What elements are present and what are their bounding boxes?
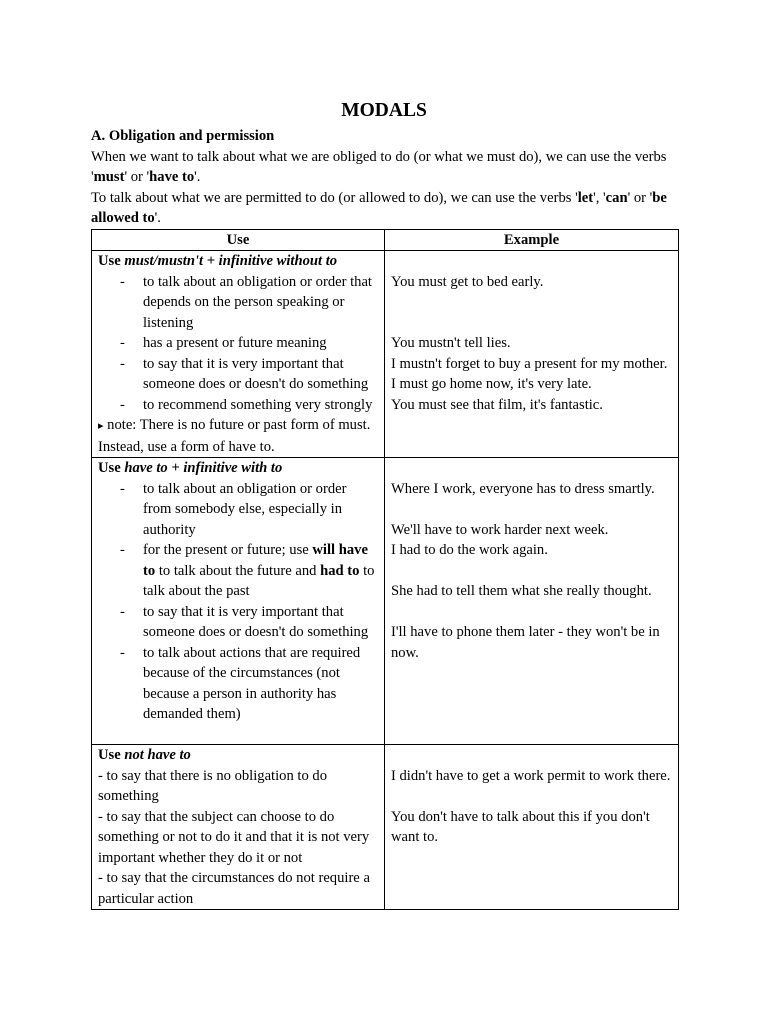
intro-paragraph-1: When we want to talk about what we are obliged to do (or what we must do), we can use the verbs 'must' or 'have to'. [91, 148, 667, 185]
row-heading-have-to: Use have to + infinitive with to [98, 460, 283, 476]
list-item: - to recommend something very strongly [98, 395, 378, 416]
list-item: - for the present or future; use will have to to talk about the future and had to to talk about the past [98, 540, 378, 602]
list-item: - to say that there is no obligation to do something [98, 767, 328, 804]
example-sentence: You must see that film, it's fantastic. [391, 396, 603, 413]
list-item: - to talk about an obligation or order that depends on the person speaking or listening [98, 272, 378, 334]
modals-table [91, 229, 679, 911]
example-sentence: I must go home now, it's very late. [391, 376, 592, 392]
list-item: - to talk about an obligation or order from somebody else, especially in authority [98, 479, 378, 541]
row-heading-must: Use must/mustn't + infinitive without to [98, 253, 338, 269]
use-cell-have-to [92, 458, 385, 745]
column-header-use: Use [92, 229, 385, 251]
intro-paragraph-2: To talk about what we are permitted to do (or allowed to do), we can use the verbs 'let', 'can' or 'be allowed to'. [91, 189, 667, 226]
example-sentence: I mustn't forget to buy a present for my mother. [391, 355, 668, 372]
example-sentence: You mustn't tell lies. [391, 335, 511, 351]
use-cell-must [92, 251, 385, 458]
document-page [91, 96, 677, 910]
arrow-right-icon: ▸ [98, 420, 104, 432]
row-heading-not-have-to: Use not have to [98, 747, 191, 763]
list-item: - has a present or future meaning [98, 333, 378, 354]
example-sentence: I'll have to phone them later - they won't be in now. [391, 624, 660, 661]
example-sentence: I didn't have to get a work permit to work there. [391, 767, 671, 784]
example-sentence: She had to tell them what she really thought. [391, 583, 652, 599]
page-title: MODALS [341, 100, 427, 121]
example-sentence: You don't have to talk about this if you don't want to. [391, 808, 650, 845]
section-heading: A. Obligation and permission [91, 128, 275, 144]
list-item: - to say that the circumstances do not require a particular action [98, 870, 370, 907]
use-list-have-to [98, 479, 378, 725]
list-item: - to talk about actions that are required because of the circumstances (not because a person in authority has demanded them) [98, 643, 378, 725]
note-must: ▸ note: There is no future or past form of must. Instead, use a form of have to. [98, 417, 371, 455]
list-item: - to say that the subject can choose to do something or not to do it and that it is not very important whether they do it or not [98, 808, 370, 866]
list-item: - to say that it is very important that someone does or doesn't do something [98, 354, 378, 395]
use-list-must [98, 272, 378, 416]
example-cell-must [385, 251, 679, 458]
example-sentence: Where I work, everyone has to dress smartly. [391, 480, 655, 497]
list-item: - to say that it is very important that someone does or doesn't do something [98, 602, 378, 643]
table-row [92, 251, 679, 458]
example-sentence: I had to do the work again. [391, 542, 548, 558]
example-cell-have-to [385, 458, 679, 745]
use-cell-not-have-to [92, 745, 385, 910]
table-row [92, 458, 679, 745]
column-header-example: Example [385, 229, 679, 251]
table-row [92, 745, 679, 910]
example-cell-not-have-to [385, 745, 679, 910]
example-sentence: We'll have to work harder next week. [391, 521, 609, 538]
table-header-row [92, 229, 679, 251]
example-sentence: You must get to bed early. [391, 273, 544, 290]
